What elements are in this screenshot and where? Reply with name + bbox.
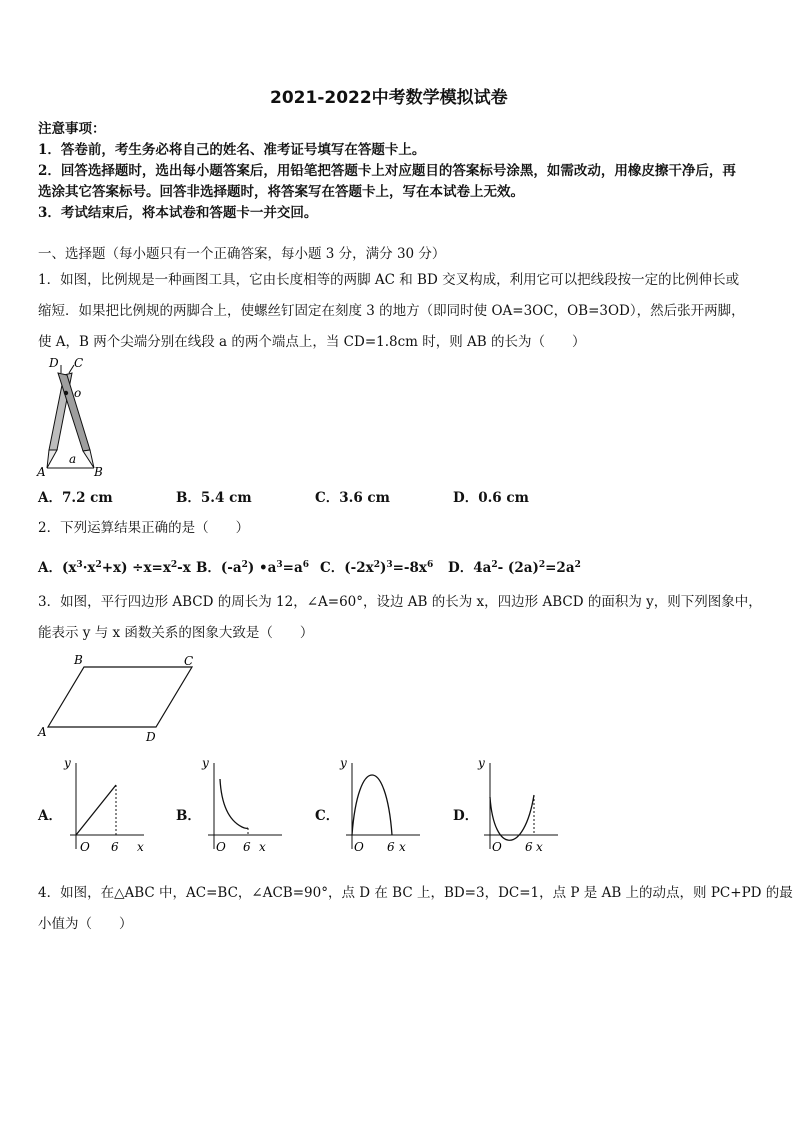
q3-line-2: 能表示 y 与 x 函数关系的图象大致是（ ） <box>38 625 314 641</box>
label-C: C <box>184 654 194 668</box>
svg-text:y: y <box>478 756 485 770</box>
q2-option-b: B．$(-a^2)$ $•a^3=a^6$ <box>196 560 309 576</box>
notice-line-4: 3．考试结束后，将本试卷和答题卡一并交回。 <box>38 205 318 221</box>
label-D: D <box>49 356 59 370</box>
label-A: A <box>37 465 46 479</box>
svg-text:6: 6 <box>525 840 533 854</box>
q3-graph-d-label: D． <box>453 808 479 824</box>
q3-parallelogram-figure <box>36 652 206 744</box>
notice-heading: 注意事项： <box>38 121 106 137</box>
label-B: B <box>94 465 103 479</box>
section-heading: 一、选择题（每小题只有一个正确答案，每小题 3 分，满分 30 分） <box>38 246 446 262</box>
label-D: D <box>146 730 156 744</box>
svg-text:6: 6 <box>243 840 251 854</box>
svg-text:x: x <box>137 840 144 854</box>
q1-compass-figure <box>36 355 108 480</box>
notice-line-2: 2．回答选择题时，选出每小题答案后，用铅笔把答题卡上对应题目的答案标号涂黑，如需改动，用橡皮擦干净后，再 <box>38 163 736 179</box>
svg-text:x: x <box>399 840 406 854</box>
svg-text:6: 6 <box>387 840 395 854</box>
q1-line-1: 1．如图，比例规是一种画图工具，它由长度相等的两脚 AC 和 BD 交叉构成，利用它可以把线段按一定的比例伸长或 <box>38 272 740 288</box>
q4-line-1: 4．如图，在△ABC 中，AC=BC，∠ACB=90°，点 D 在 BC 上，BD=3，DC=1，点 P 是 AB 上的动点，则 PC+PD 的最 <box>38 885 793 901</box>
q1-option-c: C．3.6 cm <box>315 490 390 506</box>
label-A: A <box>38 725 47 739</box>
svg-text:O: O <box>354 840 364 854</box>
q1-line-3: 使 A，B 两个尖端分别在线段 a 的两个端点上，当 CD=1.8cm 时，则 AB 的长为（ ） <box>38 334 586 350</box>
label-C: C <box>74 356 84 370</box>
q3-graph-c <box>334 757 424 862</box>
q2-option-a: A．$(x^3\cdot x^2+x) \div x=x^2-x$ <box>38 560 191 576</box>
svg-text:x: x <box>259 840 266 854</box>
q3-graph-b-label: B． <box>176 808 201 824</box>
q2-option-d: D．$4a^2-$ $(2a)^2=2a^2$ <box>448 560 581 576</box>
q4-line-2: 小值为（ ） <box>38 916 133 932</box>
svg-text:O: O <box>80 840 90 854</box>
q3-graph-d <box>472 757 562 862</box>
q1-option-b: B．5.4 cm <box>176 490 252 506</box>
q3-graph-c-label: C． <box>315 808 340 824</box>
q3-line-1: 3．如图，平行四边形 ABCD 的周长为 12，∠A=60°，设边 AB 的长为 x，四边形 ABCD 的面积为 y，则下列图象中， <box>38 594 762 610</box>
q1-option-d: D．0.6 cm <box>453 490 529 506</box>
svg-text:O: O <box>216 840 226 854</box>
q3-graph-a <box>58 757 148 862</box>
svg-text:y: y <box>64 756 71 770</box>
svg-text:x: x <box>536 840 543 854</box>
notice-line-3: 选涂其它答案标号。回答非选择题时，将答案写在答题卡上，写在本试卷上无效。 <box>38 184 524 200</box>
label-O: o <box>74 386 82 400</box>
svg-text:6: 6 <box>111 840 119 854</box>
q1-option-a: A．7.2 cm <box>38 490 113 506</box>
svg-text:y: y <box>202 756 209 770</box>
q3-graph-a-label: A． <box>38 808 62 824</box>
svg-text:O: O <box>492 840 502 854</box>
q1-line-2: 缩短．如果把比例规的两脚合上，使螺丝钉固定在刻度 3 的地方（即同时使 OA=3OC，OB=3OD），然后张开两脚， <box>38 303 745 319</box>
notice-line-1: 1．答卷前，考生务必将自己的姓名、准考证号填写在答题卡上。 <box>38 142 426 158</box>
label-a: a <box>69 452 77 466</box>
q3-graph-b <box>196 757 286 862</box>
svg-text:y: y <box>340 756 347 770</box>
q2-option-c: C．$(-2x^2)^3=-8x^6$ <box>320 560 434 576</box>
page-title: 2021-2022中考数学模拟试卷 <box>270 88 508 108</box>
label-B: B <box>74 653 83 667</box>
q2-stem: 2．下列运算结果正确的是（ ） <box>38 520 250 536</box>
